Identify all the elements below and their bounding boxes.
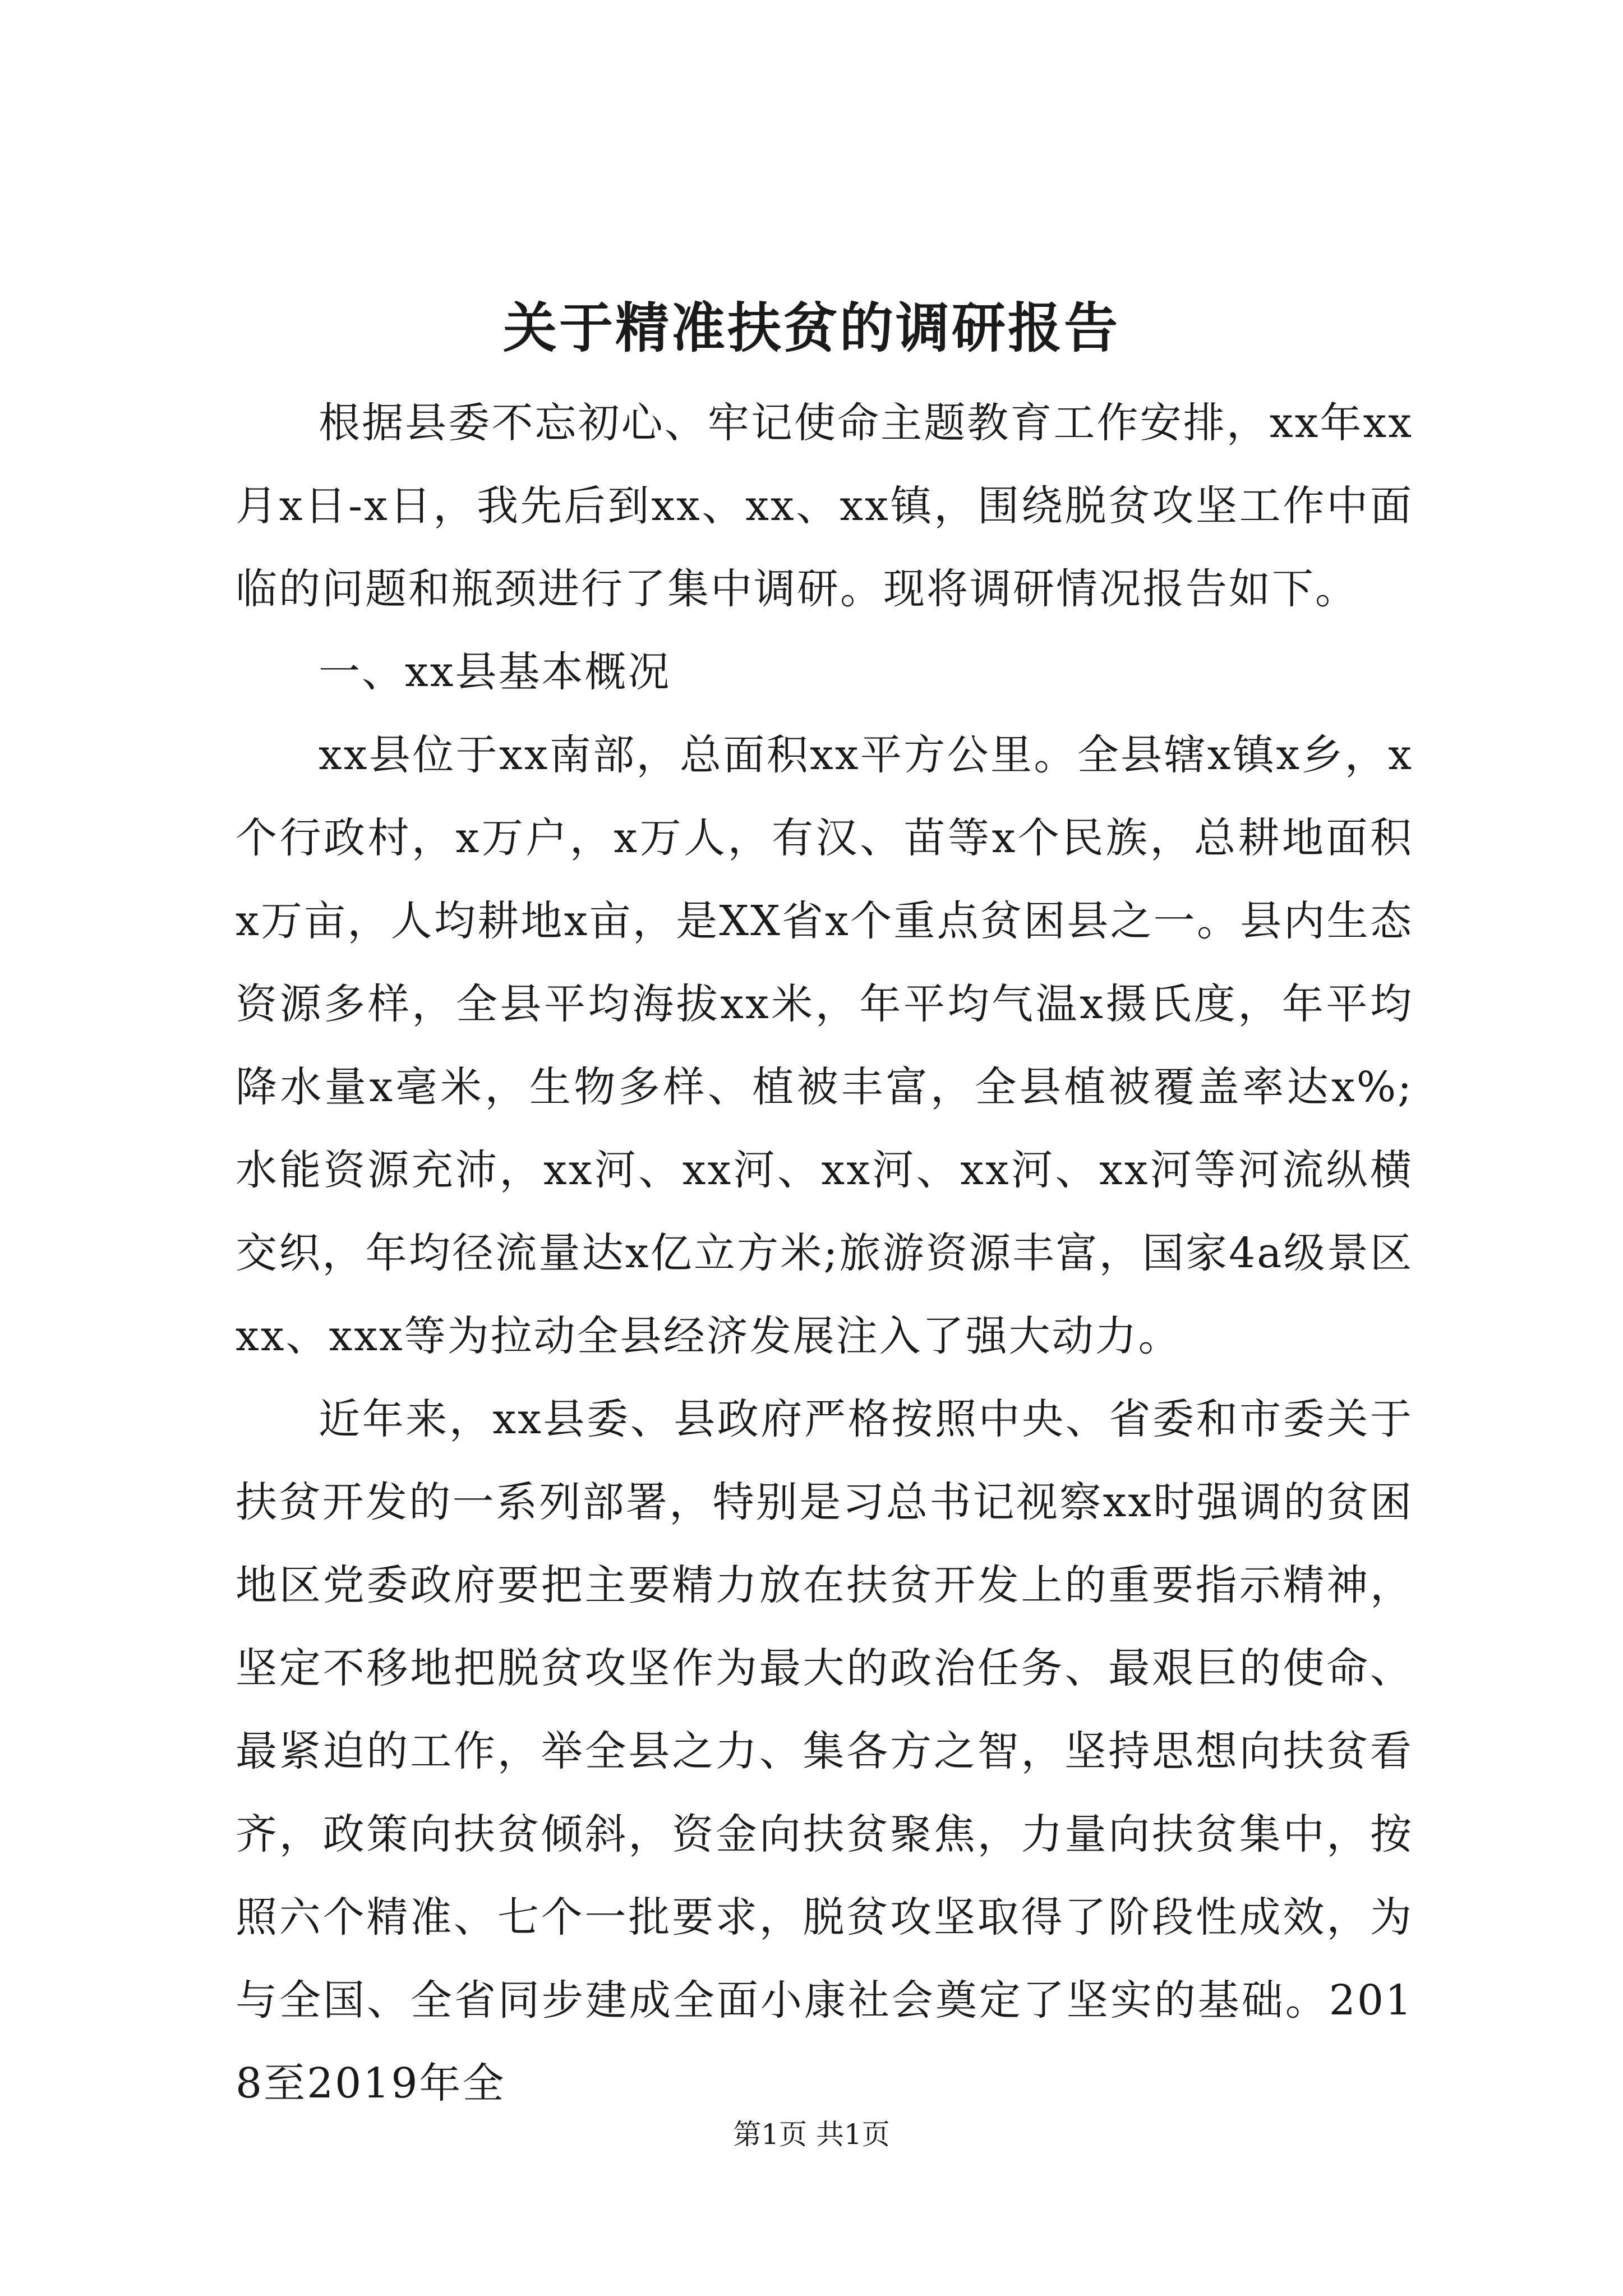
document-body [236, 381, 1413, 2125]
paragraph-intro: 根据县委不忘初心、牢记使命主题教育工作安排，xx年xx月x日-x日，我先后到xx、xx、xx镇，围绕脱贫攻坚工作中面临的问题和瓶颈进行了集中调研。现将调研情况报告如下。 [236, 399, 1413, 613]
page-number-footer: 第1页 共1页 [733, 2118, 890, 2151]
paragraph-overview: xx县位于xx南部，总面积xx平方公里。全县辖x镇x乡，x个行政村，x万户，x万人，有汉、苗等x个民族，总耕地面积x万亩，人均耕地x亩，是XX省x个重点贫困县之一。县内生态资源多样，全县平均海拔xx米，年平均气温x摄氏度，年平均降水量x毫米，生物多样、植被丰富，全县植被覆盖率达x%;水能资源充沛，xx河、xx河、xx河、xx河、xx河等河流纵横交织，年均径流量达x亿立方米;旅游资源丰富，国家4a级景区xx、xxx等为拉动全县经济发展注入了强大动力。 [236, 731, 1413, 1360]
paragraph-progress: 近年来，xx县委、县政府严格按照中央、省委和市委关于扶贫开发的一系列部署，特别是习总书记视察xx时强调的贫困地区党委政府要把主要精力放在扶贫开发上的重要指示精神，坚定不移地把脱贫攻坚作为最大的政治任务、最艰巨的使命、最紧迫的工作，举全县之力、集各方之智，坚持思想向扶贫看齐，政策向扶贫倾斜，资金向扶贫聚焦，力量向扶贫集中，按照六个精准、七个一批要求，脱贫攻坚取得了阶段性成效，为与全国、全省同步建成全面小康社会奠定了坚实的基础。2018至2019年全 [236, 1395, 1413, 2108]
document-title: 关于精准扶贫的调研报告 [503, 296, 1120, 360]
section-heading: 一、xx县基本概况 [319, 648, 671, 696]
